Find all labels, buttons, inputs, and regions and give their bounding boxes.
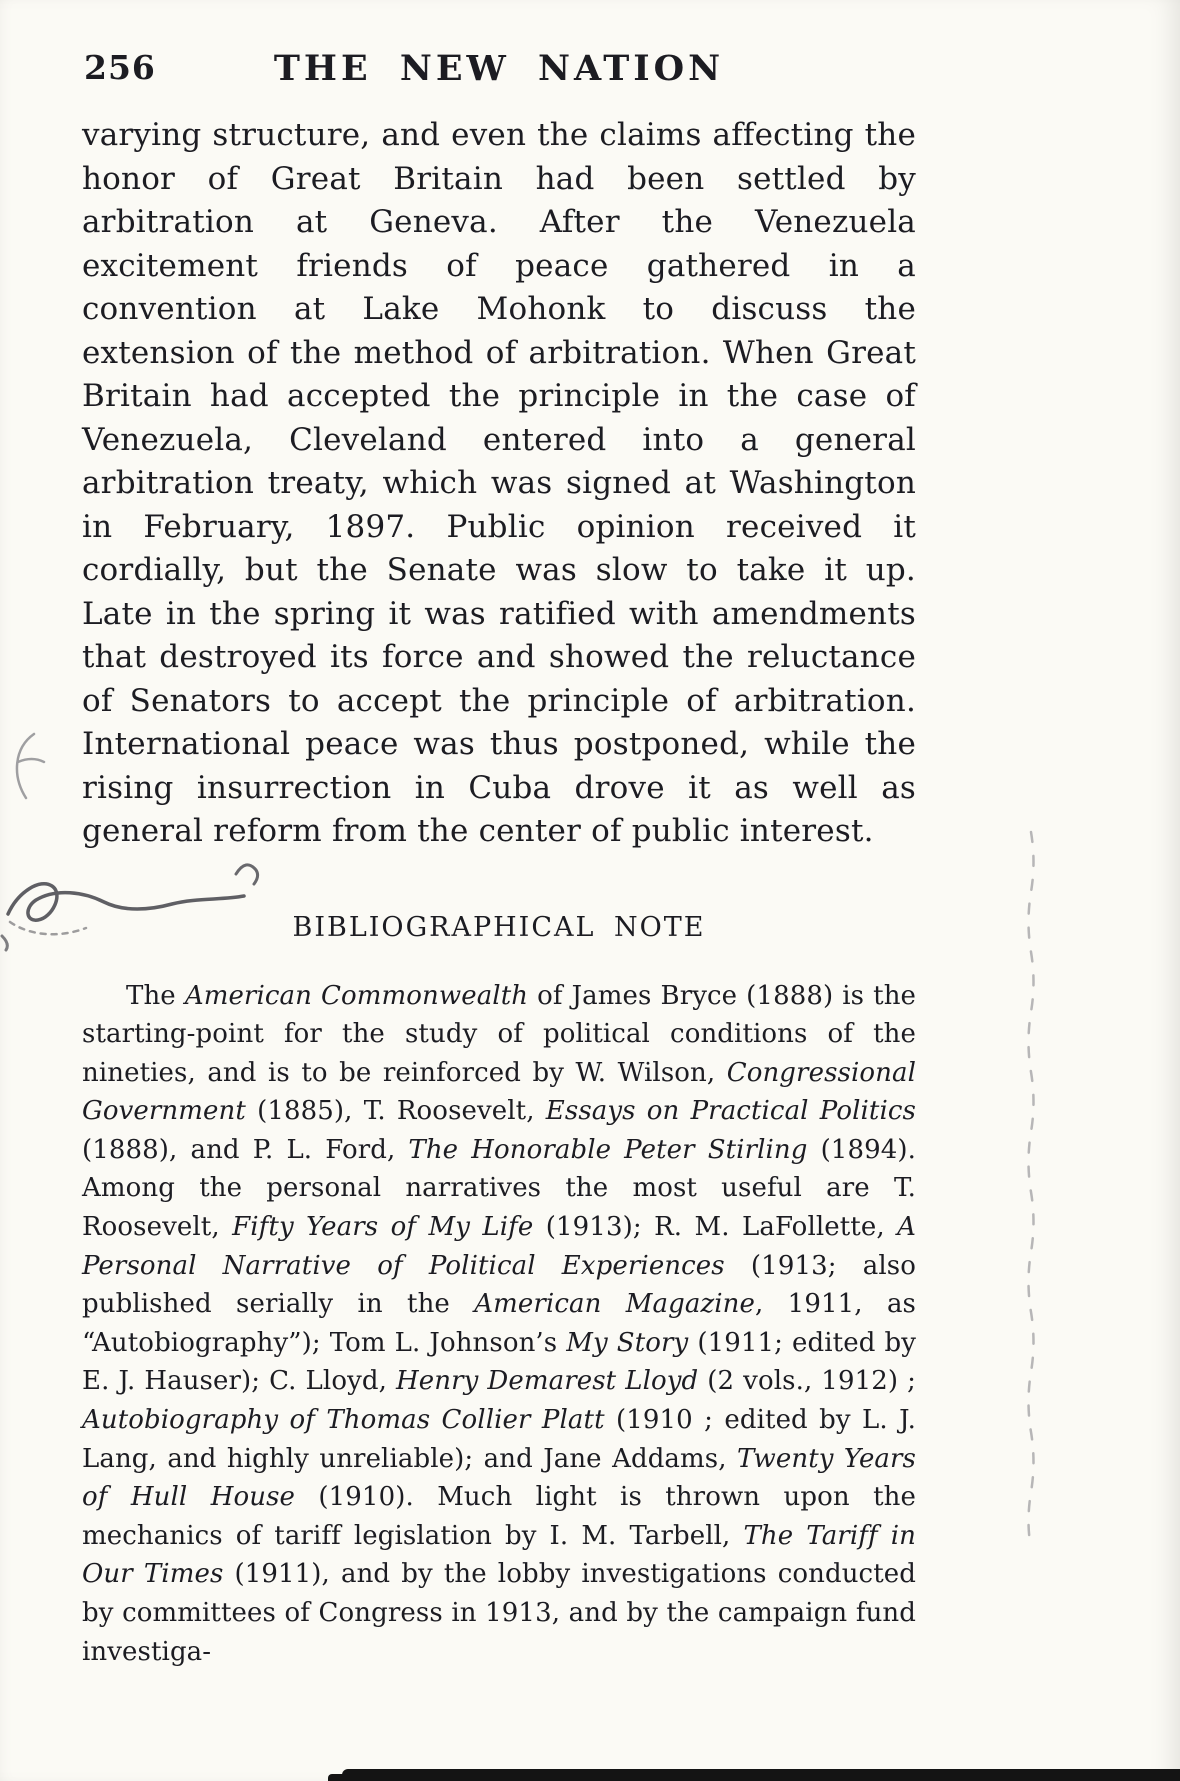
running-head [82,48,916,96]
text-block [82,48,916,1671]
page-number: 256 [84,48,156,87]
scan-edge-strip [342,1769,1180,1781]
bleedthrough-marks [1024,828,1038,1568]
body-paragraph: varying structure, and even the claims affecting the honor of Great Britain had been settled by arbitration at Geneva. After the Venezuela excitement friends of peace gathered in a convention at Lake Mohonk to discuss the extension of the method of arbitration. When Great Britain had accepted the principle in the case of Venezuela, Cleveland entered into a general arbitration treaty, which was signed at Washington in February, 1897. Public opinion received it cordially, but the Senate was slow to take it up. Late in the spring it was ratified with amendments that destroyed its force and showed the reluctance of Senators to accept the principle of arbitration. International peace was thus postponed, while the rising insurrection in Cuba drove it as well as general reform from the center of public interest. [82,117,916,849]
section-heading: BIBLIOGRAPHICAL NOTE [292,911,706,943]
margin-smudge-mark [4,728,64,808]
running-title: THE NEW NATION [273,48,725,89]
bibliographical-note-paragraph: The American Commonwealth of James Bryce (1888) is the starting-point for the study of political conditions of the nineties, and is to be reinforced by W. Wilson, Congressional Government (1885), T. Roosevelt, Essays on Practical Politics (1888), and P. L. Ford, The Honorable Peter Stirling (1894). Among the personal narratives the most useful are T. Roosevelt, Fifty Years of My Life (1913); R. M. LaFollette, A Personal Narrative of Political Experiences (1913; also published serially in the American Magazine, 1911, as “Autobiography”); Tom L. Johnson’s My Story (1911; edited by E. J. Hauser); C. Lloyd, Henry Demarest Lloyd (2 vols., 1912) ; Autobiography of Thomas Collier Platt (1910 ; edited by L. J. Lang, and highly unreliable); and Jane Addams, Twenty Years of Hull House (1910). Much light is thrown upon the mechanics of tariff legislation by I. M. Tarbell, The Tariff in Our Times (1911), and by the lobby investigations conducted by committees of Congress in 1913, and by the campaign fund investiga- [82,980,917,1667]
